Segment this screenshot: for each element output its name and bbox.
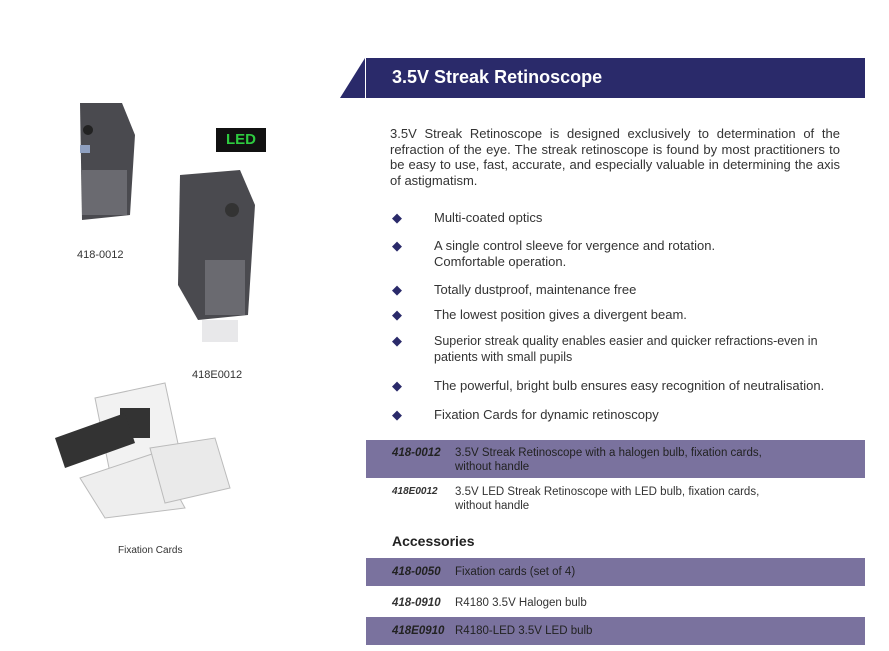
product-description-2: without handle — [455, 461, 530, 473]
label-fixation-cards: Fixation Cards — [118, 545, 183, 556]
product-description: 3.5V LED Streak Retinoscope with LED bulb, fixation cards, — [455, 486, 760, 498]
product-row: 418E0012 3.5V LED Streak Retinoscope with LED bulb, fixation cards, without handle — [392, 486, 760, 512]
diamond-bullet-icon: ◆ — [392, 307, 402, 322]
retinoscope-led-image — [170, 165, 265, 355]
fixation-cards-image — [55, 378, 235, 523]
intro-paragraph: 3.5V Streak Retinoscope is designed exclusively to determination of the refraction of the eye. The streak retinoscope is found by most practitioners to be easy to use, fast, accurate, and especially valuable in determining the axis of astigmatism. — [390, 126, 840, 188]
product-description: 3.5V Streak Retinoscope with a halogen bulb, fixation cards, — [455, 447, 762, 459]
diamond-bullet-icon: ◆ — [392, 407, 402, 422]
accessory-row: 418-0910 R4180 3.5V Halogen bulb — [392, 597, 587, 609]
diamond-bullet-icon: ◆ — [392, 378, 402, 393]
accessory-row: 418-0050 Fixation cards (set of 4) — [366, 558, 865, 586]
product-description-2: without handle — [455, 500, 530, 512]
diamond-bullet-icon: ◆ — [392, 282, 402, 297]
diamond-bullet-icon: ◆ — [392, 238, 402, 253]
label-418-0012: 418-0012 — [77, 249, 124, 261]
label-418E0012: 418E0012 — [192, 369, 243, 381]
accessory-row: 418E0910 R4180-LED 3.5V LED bulb — [366, 617, 865, 645]
led-badge: LED — [216, 128, 266, 152]
product-row: 418-0012 3.5V Streak Retinoscope with a halogen bulb, fixation cards, without handle — [366, 440, 865, 478]
diamond-bullet-icon: ◆ — [392, 210, 402, 225]
retinoscope-halogen-image — [60, 95, 150, 230]
accessories-heading: Accessories — [392, 533, 475, 549]
diamond-bullet-icon: ◆ — [392, 333, 402, 348]
page-title: 3.5V Streak Retinoscope — [366, 58, 865, 98]
title-bar-accent — [340, 58, 365, 98]
